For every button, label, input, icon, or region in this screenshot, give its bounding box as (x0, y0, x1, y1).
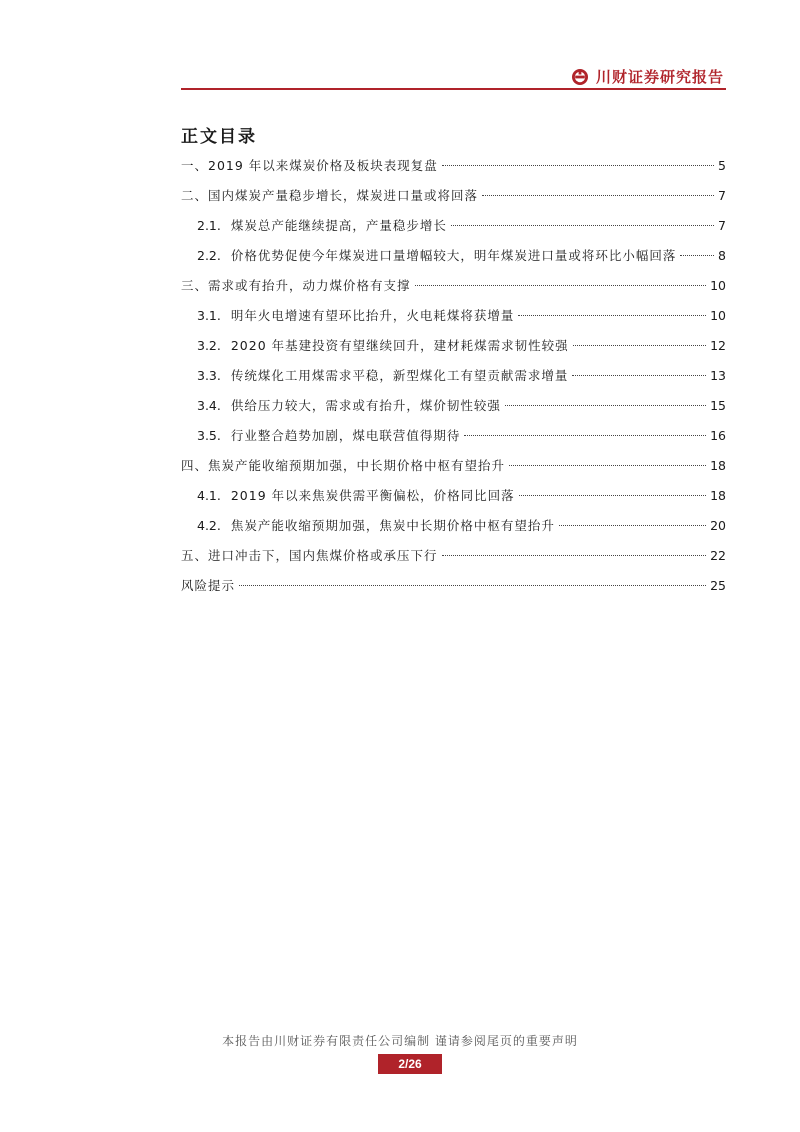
footer-disclaimer: 本报告由川财证券有限责任公司编制 谨请参阅尾页的重要声明 (222, 1034, 578, 1048)
toc-entry-number: 3.3. (197, 368, 221, 383)
toc-entry-page: 7 (718, 218, 726, 233)
toc-entry-page: 20 (710, 518, 726, 533)
toc-dot-leader (442, 165, 714, 166)
toc-entry[interactable] (181, 305, 726, 335)
toc-dot-leader (239, 585, 706, 586)
toc-entry-page: 18 (710, 488, 726, 503)
toc-entry-page: 15 (710, 398, 726, 413)
toc-title: 正文目录 (181, 127, 257, 147)
page-header (181, 58, 726, 90)
toc-entry[interactable] (181, 485, 726, 515)
page-number-badge: 2/26 (378, 1054, 442, 1074)
toc-entry-label: 焦炭产能收缩预期加强，焦炭中长期价格中枢有望抬升 (230, 518, 555, 533)
header-rule (181, 88, 726, 90)
toc-entry-page: 18 (710, 458, 726, 473)
toc-dot-leader (442, 555, 707, 556)
toc-dot-leader (509, 465, 706, 466)
toc-entry-label: 三、需求或有抬升，动力煤价格有支撑 (181, 278, 411, 293)
toc-entry-page: 13 (710, 368, 726, 383)
toc-entry-label: 明年火电增速有望环比抬升，火电耗煤将获增量 (230, 308, 515, 323)
toc-entry[interactable] (181, 335, 726, 365)
toc-entry[interactable] (181, 515, 726, 545)
toc-entry-number: 3.1. (197, 308, 221, 323)
toc-entry-label: 供给压力较大，需求或有抬升，煤价韧性较强 (230, 398, 501, 413)
toc-entry-page: 10 (710, 278, 726, 293)
toc-entry[interactable] (181, 395, 726, 425)
toc-entry-page: 8 (718, 248, 726, 263)
toc-dot-leader (573, 345, 706, 346)
toc-entry-number: 3.4. (197, 398, 221, 413)
toc-entry-page: 5 (718, 158, 726, 173)
toc-entry-page: 10 (710, 308, 726, 323)
toc-entry[interactable] (181, 425, 726, 455)
toc-dot-leader (559, 525, 706, 526)
toc-entry-page: 22 (710, 548, 726, 563)
toc-entry-label: 煤炭总产能继续提高，产量稳步增长 (230, 218, 447, 233)
toc-dot-leader (519, 495, 706, 496)
toc-entry-number: 3.2. (197, 338, 221, 353)
toc-entry-label: 一、2019 年以来煤炭价格及板块表现复盘 (181, 158, 438, 173)
toc-entry[interactable] (181, 215, 726, 245)
toc-entry-number: 2.1. (197, 218, 221, 233)
sichuan-finance-logo-icon (571, 68, 589, 86)
toc-dot-leader (572, 375, 706, 376)
toc-entry-number: 4.1. (197, 488, 221, 503)
brand (571, 66, 724, 87)
toc-entry-label: 2020 年基建投资有望继续回升，建材耗煤需求韧性较强 (230, 338, 569, 353)
toc-entry-label: 传统煤化工用煤需求平稳，新型煤化工有望贡献需求增量 (230, 368, 569, 383)
toc-entry-label: 2019 年以来焦炭供需平衡偏松，价格同比回落 (230, 488, 515, 503)
toc-entry-label: 二、国内煤炭产量稳步增长，煤炭进口量或将回落 (181, 188, 479, 203)
toc-entry-page: 12 (710, 338, 726, 353)
toc-dot-leader (505, 405, 706, 406)
toc-entry-label: 风险提示 (181, 578, 236, 593)
toc-entry[interactable] (181, 455, 726, 485)
toc-entry-page: 16 (710, 428, 726, 443)
toc-entry[interactable] (181, 155, 726, 185)
toc-dot-leader (464, 435, 706, 436)
toc-entry[interactable] (181, 245, 726, 275)
toc-entry-page: 25 (710, 578, 726, 593)
toc-entry[interactable] (181, 545, 726, 575)
toc-entry-number: 3.5. (197, 428, 221, 443)
toc-dot-leader (680, 255, 714, 256)
toc-entry-label: 行业整合趋势加剧，煤电联营值得期待 (230, 428, 461, 443)
toc-entry[interactable] (181, 275, 726, 305)
toc-entry-label: 价格优势促使今年煤炭进口量增幅较大，明年煤炭进口量或将环比小幅回落 (230, 248, 677, 263)
toc-entry-label: 五、进口冲击下，国内焦煤价格或承压下行 (181, 548, 438, 563)
toc-dot-leader (482, 195, 714, 196)
toc-dot-leader (415, 285, 707, 286)
brand-name: 川财证券研究报告 (595, 68, 724, 86)
toc-entry-page: 7 (718, 188, 726, 203)
toc-entry-label: 四、焦炭产能收缩预期加强，中长期价格中枢有望抬升 (181, 458, 506, 473)
toc-entry[interactable] (181, 185, 726, 215)
toc-entry-number: 4.2. (197, 518, 221, 533)
toc-entry[interactable] (181, 365, 726, 395)
toc-entry[interactable] (181, 575, 726, 605)
toc-dot-leader (518, 315, 706, 316)
table-of-contents (181, 155, 726, 605)
toc-entry-number: 2.2. (197, 248, 221, 263)
toc-dot-leader (451, 225, 714, 226)
